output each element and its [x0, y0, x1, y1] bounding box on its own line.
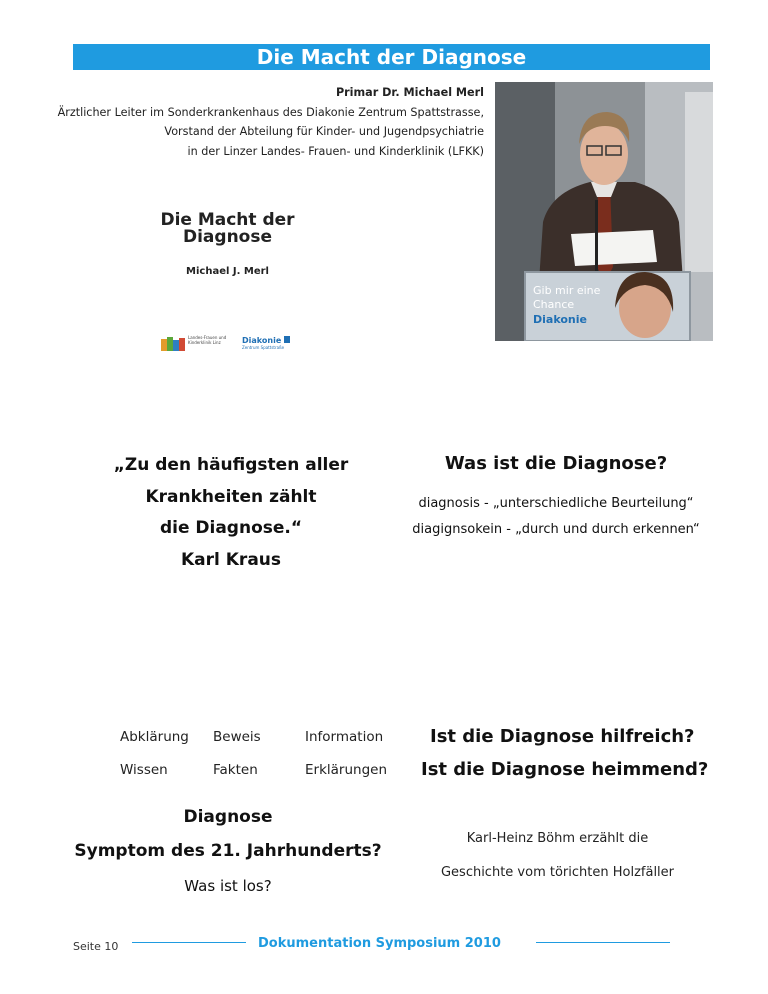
word-cell: Erklärungen: [305, 762, 388, 778]
word-cell: Abklärung: [120, 729, 189, 745]
footer-title: Dokumentation Symposium 2010: [258, 936, 501, 951]
quote-line: „Zu den häufigsten aller: [113, 455, 349, 475]
definition-line: diagignsokein - „durch und durch erkennen“: [412, 522, 700, 537]
quote-author: Karl Kraus: [180, 549, 282, 570]
lfkk-logo-icon: [161, 333, 231, 353]
footer-divider-left: [132, 942, 246, 943]
photo-banner-text: Chance: [533, 298, 575, 311]
slide-author: Michael J. Merl: [186, 266, 269, 277]
diagnose-heading: Diagnose: [183, 807, 273, 827]
lfkk-logo-text: Landes-Frauen und: [188, 335, 227, 340]
question-helpful: Ist die Diagnose hilfreich?: [430, 726, 695, 747]
slide-title: [140, 212, 315, 246]
story-line: Karl-Heinz Böhm erzählt die: [466, 831, 649, 846]
footer-divider-right: [536, 942, 670, 943]
slide-title-line: Diagnose: [182, 227, 272, 247]
definition-block: [396, 451, 716, 543]
diakonie-logo-icon: [242, 334, 292, 354]
story-line: Geschichte vom törichten Holzfäller: [440, 865, 675, 880]
photo-banner-text: Gib mir eine: [533, 284, 601, 297]
author-role-line: in der Linzer Landes- Frauen- und Kinderklinik (LFKK): [187, 144, 484, 158]
word-cell: Wissen: [120, 762, 168, 778]
diakonie-logo-text: Diakonie: [242, 336, 282, 345]
author-role-line: Ärztlicher Leiter im Sonderkrankenhaus des Diakonie Zentrum Spattstrasse,: [57, 105, 484, 119]
word-cell: Beweis: [213, 729, 261, 745]
word-cell: Information: [305, 729, 384, 745]
story-block: [430, 822, 685, 890]
definition-line: diagnosis - „unterschiedliche Beurteilung“: [418, 496, 694, 511]
quote-line: die Diagnose.“: [159, 518, 303, 538]
author-role-line: Vorstand der Abteilung für Kinder- und Jugendpsychiatrie: [164, 125, 484, 138]
page-number: Seite 10: [73, 940, 119, 953]
diagnose-question: Was ist los?: [184, 877, 272, 895]
speaker-photo: [495, 82, 713, 341]
lfkk-logo-text: Kinderklinik Linz: [188, 340, 221, 345]
lfkk-logo: [161, 333, 231, 353]
speaker-photo-illustration: [495, 82, 713, 341]
photo-banner-brand: Diakonie: [533, 313, 587, 326]
page-banner: Die Macht der Diagnose: [73, 44, 710, 70]
diakonie-logo: [242, 334, 292, 354]
quote-block: [96, 450, 366, 576]
author-block: [58, 83, 484, 161]
diagnose-block: [73, 806, 383, 896]
author-name: Primar Dr. Michael Merl: [335, 86, 484, 99]
slide-title-line: Die Macht der: [160, 210, 295, 230]
question-hindering: Ist die Diagnose heimmend?: [421, 759, 709, 780]
diagnose-subheading: Symptom des 21. Jahrhunderts?: [74, 841, 382, 861]
definition-title: Was ist die Diagnose?: [444, 453, 668, 474]
word-cell: Fakten: [213, 762, 258, 778]
diakonie-logo-sub: Zentrum Spattstraße: [242, 345, 285, 350]
quote-line: Krankheiten zählt: [145, 486, 317, 507]
